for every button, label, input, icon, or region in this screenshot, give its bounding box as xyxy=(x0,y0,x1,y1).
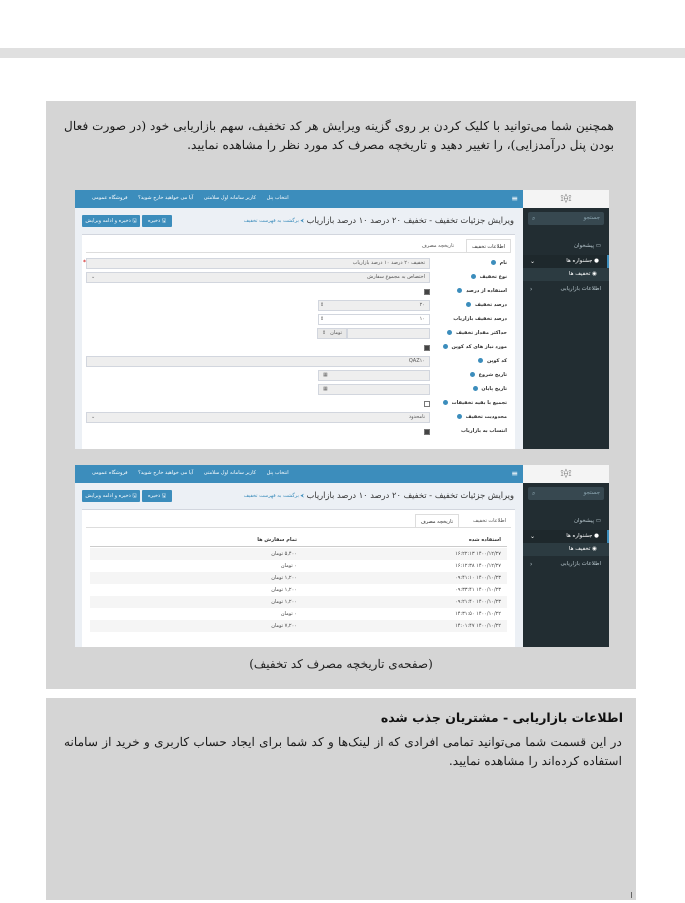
use-percent-checkbox[interactable] xyxy=(424,289,430,295)
header-link-store[interactable]: فروشگاه عمومی xyxy=(92,470,128,476)
chevron-left-icon: ‹ xyxy=(530,286,533,293)
currency-addon: تومان ⇕ xyxy=(317,328,347,339)
chevron-down-icon: ⌄ xyxy=(91,274,96,280)
save-button[interactable]: 🖫 ذخیره xyxy=(142,215,172,227)
page-title: ویرایش جزئیات تخفیف - تخفیف ۲۰ درصد ۱۰ درصد بازاریاب xyxy=(306,490,514,500)
table-row: ۱۴۰۰/۱۰/۲۳ ۰۹:۴۱:۱۰ ۱,۲۰۰ تومان xyxy=(90,572,507,584)
sidebar-item-marketing[interactable]: اطلاعات بازاریابی ‹ xyxy=(523,283,609,296)
row-type: نوع تخفیف اختصاص به مجموع سفارش ⌄ xyxy=(82,271,515,285)
page-title: ویرایش جزئیات تخفیف - تخفیف ۲۰ درصد ۱۰ درصد بازاریاب xyxy=(306,215,514,225)
header-link-logout[interactable]: آیا می خواهید خارج شوید؟ xyxy=(138,195,194,201)
row-assign-marketer: انتساب به بازاریاب xyxy=(82,425,515,439)
eagle-logo-icon: ⟟⟠⟟ xyxy=(523,465,609,483)
sidebar-item-discounts[interactable]: ◉ تخفیف ها xyxy=(523,543,609,556)
header-link-panel[interactable]: انتخاب پنل xyxy=(266,470,289,476)
row-use-percent: استفاده از درصد xyxy=(82,285,515,299)
header-link-store[interactable]: فروشگاه عمومی xyxy=(92,195,128,201)
sidebar-search-input[interactable]: جستجو ⌕ xyxy=(528,212,604,225)
row-percent: درصد تخفیف ۲۰ ⇕ xyxy=(82,299,515,313)
table-header: استفاده شده تمام سفارش ها xyxy=(90,534,507,547)
chevron-left-icon: ‹ xyxy=(530,561,533,568)
row-marketer-percent: درصد تخفیف بازاریاب ۱۰ ⇕ xyxy=(82,313,515,327)
save-button[interactable]: 🖫 ذخیره xyxy=(142,490,172,502)
help-icon xyxy=(443,344,448,349)
sidebar-item-festivals[interactable]: ● جشنواره ها ⌄ xyxy=(523,255,609,268)
help-icon xyxy=(473,386,478,391)
top-divider-bar xyxy=(0,48,685,58)
required-marker: * xyxy=(83,259,86,266)
sidebar-item-festivals[interactable]: ● جشنواره ها ⌄ xyxy=(523,530,609,543)
spinner-icon[interactable]: ⇕ xyxy=(320,302,325,308)
menu-icon[interactable]: ≡ xyxy=(511,469,518,478)
name-input[interactable]: تخفیف ۲۰ درصد ۱۰ درصد بازاریاب xyxy=(86,258,430,269)
sidebar xyxy=(523,465,609,647)
calendar-icon[interactable]: ▦ xyxy=(323,372,328,378)
save-continue-button[interactable]: 🖫 ذخیره و ادامه ویرایش xyxy=(82,215,140,227)
search-icon: ⌕ xyxy=(532,215,536,222)
end-date-input[interactable] xyxy=(318,384,430,395)
chevron-down-icon: ⌄ xyxy=(530,533,536,540)
tab-usage-history[interactable]: تاریخچه مصرف xyxy=(415,514,459,528)
row-combine: تجمیع با بقیه تخفیفات xyxy=(82,397,515,411)
header-link-user[interactable]: کاربر سامانه اول سلامتی xyxy=(203,195,256,201)
start-date-input[interactable] xyxy=(318,370,430,381)
table-row: ۱۴۰۰/۱۲/۲۷ ۱۶:۲۲:۱۳ ۵,۴۰۰ تومان xyxy=(90,548,507,560)
help-icon xyxy=(457,414,462,419)
tab-divider xyxy=(86,527,511,528)
header-links xyxy=(83,470,289,476)
sidebar-item-dashboard[interactable]: ▭ پیشخوان xyxy=(573,518,601,524)
coupon-input[interactable]: QAZ۱۰ xyxy=(86,356,430,367)
sidebar-search-input[interactable]: جستجو ⌕ xyxy=(528,487,604,500)
top-header xyxy=(75,465,523,483)
row-coupon: کد کوپن QAZ۱۰ xyxy=(82,355,515,369)
tab-usage-history[interactable]: تاریخچه مصرف xyxy=(421,243,454,249)
table-row: ۱۴۰۰/۱۲/۲۷ ۱۶:۱۲:۳۸ ۰ تومان xyxy=(280,563,501,569)
tab-discount-info[interactable]: اطلاعات تخفیف xyxy=(473,518,506,524)
table-row: ۱۴۰۰/۱۰/۲۳ ۰۹:۲۱:۴۰ ۱,۲۰۰ تومان xyxy=(90,596,507,608)
combine-checkbox[interactable] xyxy=(424,401,430,407)
coupon-required-checkbox[interactable] xyxy=(424,345,430,351)
chevron-down-icon: ⌄ xyxy=(91,414,96,420)
help-icon xyxy=(470,372,475,377)
spinner-icon[interactable]: ⇕ xyxy=(322,330,327,336)
section-paragraph: در این قسمت شما می‌توانید تمامی افرادی که از لینک‌ها و کد شما برای ایجاد حساب کاربری و خرید از سامانه استفاده کرده‌اند را مشاهده نمایید. xyxy=(64,735,622,768)
history-box xyxy=(82,509,515,647)
spinner-icon[interactable]: ⇕ xyxy=(320,316,325,322)
help-icon xyxy=(447,330,452,335)
figure-caption: (صفحه‌ی تاریخچه مصرف کد تخفیف) xyxy=(249,657,433,671)
form-box xyxy=(82,234,515,449)
table-row: ۱۴۰۰/۱۰/۲۲ ۱۴:۳۱:۵۰ ۰ تومان xyxy=(280,611,501,617)
help-icon xyxy=(466,302,471,307)
row-end-date: تاریخ پایان ▦ xyxy=(82,383,515,397)
header-link-logout[interactable]: آیا می خواهید خارج شوید؟ xyxy=(138,470,194,476)
tab-divider xyxy=(86,252,511,253)
calendar-icon[interactable]: ▦ xyxy=(323,386,328,392)
assign-marketer-checkbox[interactable] xyxy=(424,429,430,435)
intro-paragraph: همچنین شما می‌توانید با کلیک کردن بر روی گزینه ویرایش هر کد تخفیف، سهم بازاریابی خود (در صورت فعال بودن پنل درآمدزایی)، را تغییر دهید و تاریخچه مصرف کد مورد نظر را مشاهده نمایید. xyxy=(64,119,614,152)
max-amount-input[interactable] xyxy=(347,328,430,339)
help-icon xyxy=(491,260,496,265)
header-links xyxy=(83,195,289,201)
limit-select[interactable]: نامحدود ⌄ xyxy=(86,412,430,423)
table-row: ۱۴۰۰/۱۰/۲۲ ۱۴:۰۱:۴۷ ۷,۲۰۰ تومان xyxy=(90,620,507,632)
marketer-percent-input[interactable]: ۱۰ ⇕ xyxy=(318,314,430,325)
header-link-user[interactable]: کاربر سامانه اول سلامتی xyxy=(203,470,256,476)
tab-discount-info[interactable]: اطلاعات تخفیف xyxy=(466,239,511,253)
save-continue-button[interactable]: 🖫 ذخیره و ادامه ویرایش xyxy=(82,490,140,502)
content-panel-2 xyxy=(46,698,636,900)
row-start-date: تاریخ شروع ▦ xyxy=(82,369,515,383)
sidebar-item-discounts[interactable]: ◉ تخفیف ها xyxy=(523,268,609,281)
help-icon xyxy=(478,358,483,363)
row-max-amount: حداکثر مقدار تخفیف تومان ⇕ xyxy=(82,327,515,341)
back-link[interactable]: ⮜ برگشت به فهرست تخفیف xyxy=(243,218,304,224)
eagle-logo-icon: ⟟⟠⟟ xyxy=(523,190,609,208)
chevron-down-icon: ⌄ xyxy=(530,258,536,265)
help-icon xyxy=(443,400,448,405)
sidebar-item-dashboard[interactable]: ▭ پیشخوان xyxy=(573,243,601,249)
sidebar-item-marketing[interactable]: اطلاعات بازاریابی ‹ xyxy=(523,558,609,571)
percent-input[interactable]: ۲۰ ⇕ xyxy=(318,300,430,311)
table-row: ۱۴۰۰/۱۰/۲۳ ۰۹:۳۳:۴۱ ۱,۲۰۰ تومان xyxy=(271,587,501,593)
screenshot-discount-edit xyxy=(75,190,609,449)
page-mark xyxy=(631,892,632,898)
help-icon xyxy=(471,274,476,279)
screenshot-usage-history xyxy=(75,465,609,647)
help-icon xyxy=(457,288,462,293)
row-name: نام تخفیف ۲۰ درصد ۱۰ درصد بازاریاب * xyxy=(82,257,515,271)
back-link[interactable]: ⮜ برگشت به فهرست تخفیف xyxy=(243,493,304,499)
menu-icon[interactable]: ≡ xyxy=(511,194,518,203)
row-coupon-required: مورد نیاز های کد کوپن xyxy=(82,341,515,355)
type-select[interactable]: اختصاص به مجموع سفارش ⌄ xyxy=(86,272,430,283)
header-link-panel[interactable]: انتخاب پنل xyxy=(266,195,289,201)
top-header xyxy=(75,190,523,208)
row-limit: محدودیت تخفیف نامحدود ⌄ xyxy=(82,411,515,425)
section-heading: اطلاعات بازاریابی - مشتریان جذب شده xyxy=(380,710,623,725)
search-icon: ⌕ xyxy=(532,490,536,497)
sidebar xyxy=(523,190,609,449)
